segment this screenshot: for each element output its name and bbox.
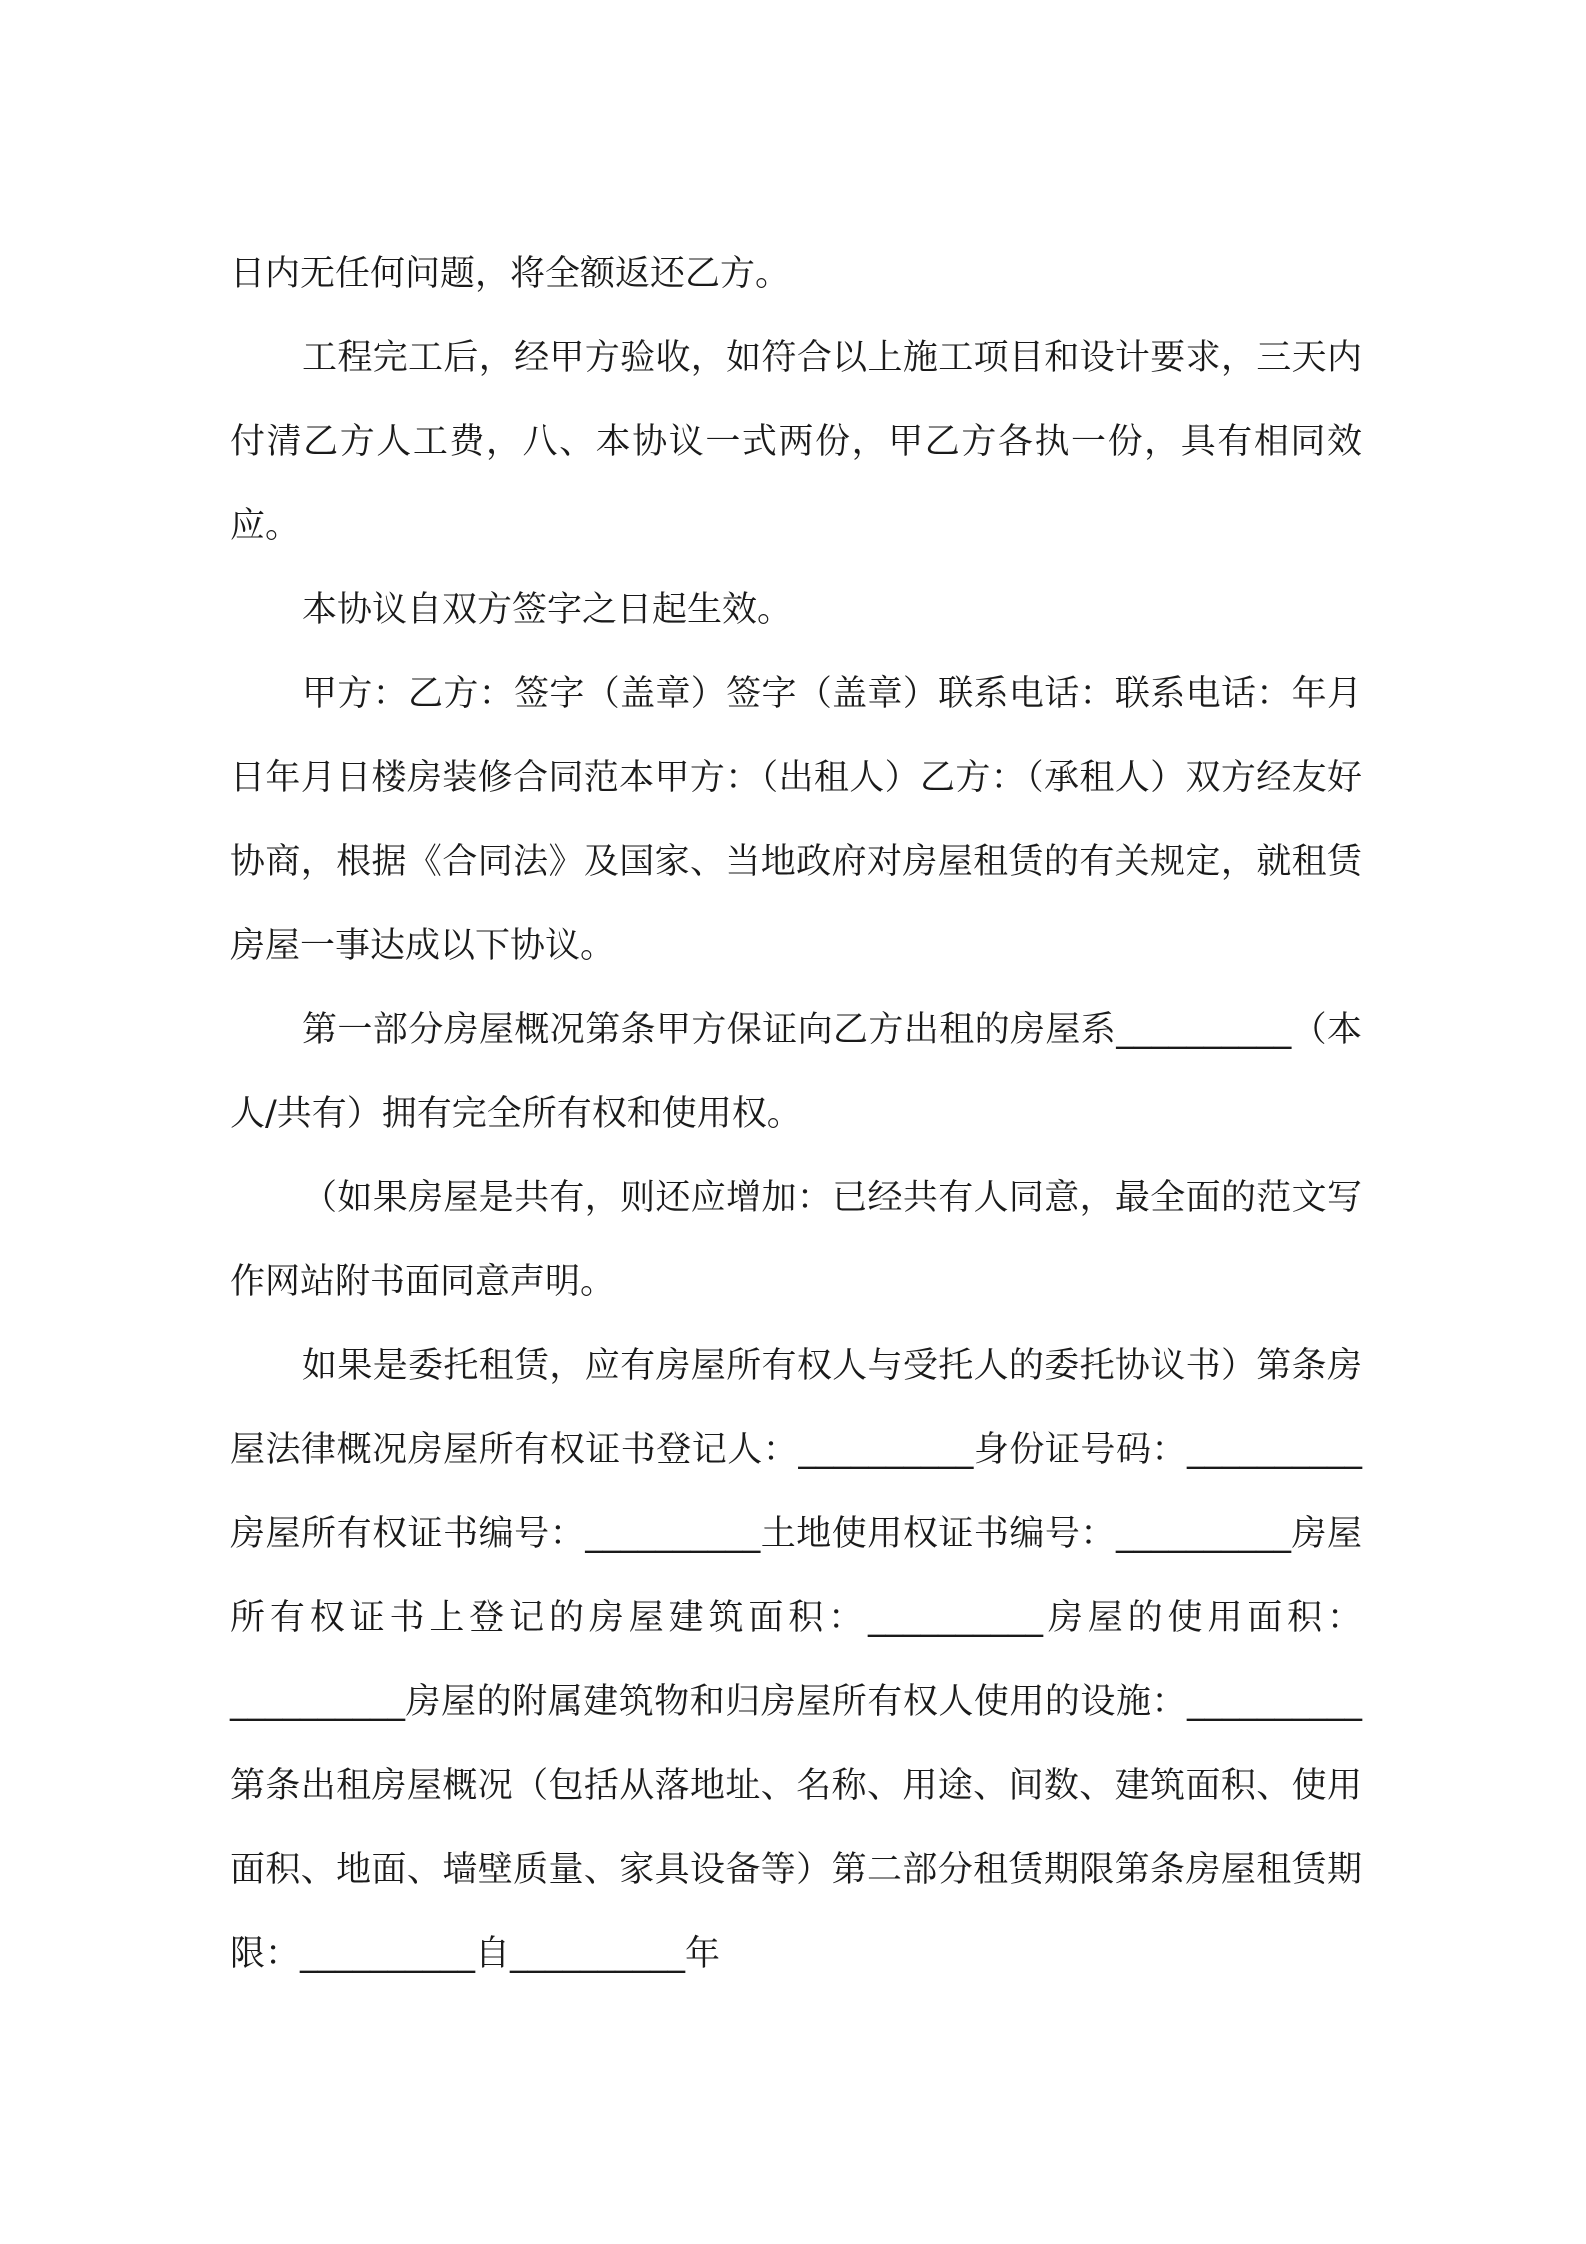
paragraph-1: 日内无任何问题，将全额返还乙方。	[230, 254, 791, 294]
paragraph-3: 本协议自双方签字之日起生效。	[302, 590, 793, 630]
paragraph-5: 第一部分房屋概况第条甲方保证向乙方出租的房屋系__________（本人/共有）拥有完全所有权和使用权。	[230, 1010, 1362, 1134]
document-body	[230, 232, 1362, 1996]
paragraph-4: 甲方：乙方：签字（盖章）签字（盖章）联系电话：联系电话：年月日年月日楼房装修合同范本甲方：（出租人）乙方：（承租人）双方经友好协商，根据《合同法》及国家、当地政府对房屋租赁的有关规定，就租赁房屋一事达成以下协议。	[230, 674, 1362, 966]
paragraph-6: （如果房屋是共有，则还应增加：已经共有人同意，最全面的范文写作网站附书面同意声明。	[230, 1178, 1362, 1302]
paragraph-2: 工程完工后，经甲方验收，如符合以上施工项目和设计要求，三天内付清乙方人工费，八、本协议一式两份，甲乙方各执一份，具有相同效应。	[230, 338, 1362, 546]
paragraph-7: 如果是委托租赁，应有房屋所有权人与受托人的委托协议书）第条房屋法律概况房屋所有权证书登记人：__________身份证号码：__________房屋所有权证书编号：__________土地使用权证书编号：__________房屋所有权证书上登记的房屋建筑面积：__________房屋的使用面积：__________房屋的附属建筑物和归房屋所有权人使用的设施：__________第条出租房屋概况（包括从落地址、名称、用途、间数、建筑面积、使用面积、地面、墙壁质量、家具设备等）第二部分租赁期限第条房屋租赁期限：__________自__________年	[230, 1346, 1362, 1974]
